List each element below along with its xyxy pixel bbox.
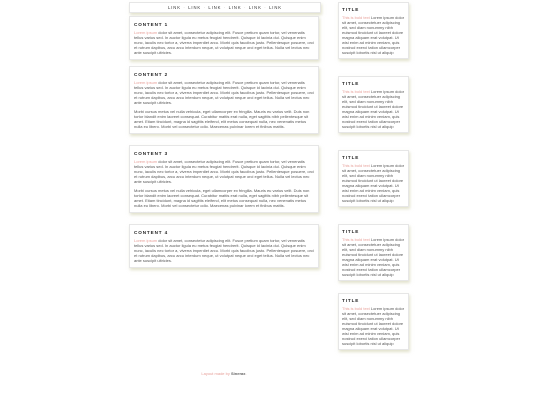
- sidebar-body: Lorem ipsum dolor sit amet, consectetuer adipiscing elit, sed diam nonummy nibh euismod tincidunt ut laoreet dolore magna aliquam erat volutpat. Ut wisi enim ad minim veniam, quis nostrud exerci tation ullamcorper suscipit lobortis nisl ut aliquip: [342, 236, 405, 277]
- paragraph-text: dolor sit amet, consectetur adipiscing elit. Fusce pretium quam tortor, vel venenatis tellus varius sed. In auctor ligula eu metus feugiat hendrerit. Quisque id lacinia dui. Quisque enim nunc, iaculis nec tortor a, viverra imperdiet arcu. Morbi quis faucibus justo. Pellentesque posuere, orci et rutrum dapibus, arcu arcu interdum neque, ut volutpat neque orci eget tellus. Nulla vel lectus nec ante suscipit ultricies.: [134, 158, 314, 184]
- lead-text: Lorem ipsum: [134, 158, 158, 164]
- paragraph-text: dolor sit amet, consectetur adipiscing elit. Fusce pretium quam tortor, vel venenatis tellus varius sed. In auctor ligula eu metus feugiat hendrerit. Quisque id lacinia dui. Quisque enim nunc, iaculis nec tortor a, viverra imperdiet arcu. Morbi quis faucibus justo. Pellentesque posuere, orci et rutrum dapibus, arcu arcu interdum neque, ut volutpat neque orci eget tellus. Nulla vel lectus nec ante suscipit ultricies.: [134, 237, 314, 263]
- paragraph-text: dolor sit amet, consectetur adipiscing elit. Fusce pretium quam tortor, vel venenatis tellus varius sed. In auctor ligula eu metus feugiat hendrerit. Quisque id lacinia dui. Quisque enim nunc, iaculis nec tortor a, viverra imperdiet arcu. Morbi quis faucibus justo. Pellentesque posuere, orci et rutrum dapibus, arcu arcu interdum neque, ut volutpat neque orci eget tellus. Nulla vel lectus nec ante suscipit ultricies.: [134, 29, 314, 55]
- sidebar-box-3: [338, 150, 409, 207]
- nav-bar: [129, 2, 321, 13]
- sidebar-box-4: [338, 224, 409, 281]
- content-paragraph: [134, 238, 314, 263]
- bold-lead: This is bold text: [342, 88, 370, 94]
- bold-lead: This is bold text: [342, 162, 370, 168]
- sidebar-title: TITLE: [342, 7, 360, 12]
- sidebar-body: Lorem ipsum dolor sit amet, consectetuer adipiscing elit, sed diam nonummy nibh euismod tincidunt ut laoreet dolore magna aliquam erat volutpat. Ut wisi enim ad minim veniam, quis nostrud exerci tation ullamcorper suscipit lobortis nisl ut aliquip: [342, 162, 405, 203]
- sidebar-text: [342, 306, 405, 346]
- content-title: CONTENT 1: [134, 22, 169, 27]
- content-box-1: [129, 16, 319, 60]
- nav-separator: ·: [264, 5, 267, 10]
- content-paragraph: Morbi cursus metus vel nulla vehicula, eget ullamcorper ex fringilla. Mauris eu varius velit. Duis non tortor blandit enim laoreet consequat. Curabitur mattis erat nulla, eget sagittis nibh pellentesque sit amet. Etiam tincidunt, magna id sagittis eleifend, elit metus consequat nulla, nec venenatis metus nulla eu libero. Morbi vel consectetur odio. Maecenas pulvinar lorem et finibus mattis.: [134, 108, 310, 129]
- nav-link[interactable]: LINK: [167, 5, 181, 10]
- lead-text: Lorem ipsum: [134, 79, 158, 85]
- bold-lead: This is bold text: [342, 236, 370, 242]
- sidebar-box-1: [338, 2, 409, 59]
- sidebar-body: Lorem ipsum dolor sit amet, consectetuer adipiscing elit, sed diam nonummy nibh euismod tincidunt ut laoreet dolore magna aliquam erat volutpat. Ut wisi enim ad minim veniam, quis nostrud exerci tation ullamcorper suscipit lobortis nisl ut aliquip: [342, 88, 405, 129]
- bold-lead: This is bold text: [342, 14, 370, 20]
- content-paragraph: Morbi cursus metus vel nulla vehicula, eget ullamcorper ex fringilla. Mauris eu varius velit. Duis non tortor blandit enim laoreet consequat. Curabitur mattis erat nulla, eget sagittis nibh pellentesque sit amet. Etiam tincidunt, magna id sagittis eleifend, elit metus consequat nulla, nec venenatis metus nulla eu libero. Morbi vel consectetur odio. Maecenas pulvinar lorem et finibus mattis.: [134, 187, 310, 208]
- footer: [129, 371, 319, 376]
- sidebar-body: Lorem ipsum dolor sit amet, consectetuer adipiscing elit, sed diam nonummy nibh euismod tincidunt ut laoreet dolore magna aliquam erat volutpat. Ut wisi enim ad minim veniam, quis nostrud exerci tation ullamcorper suscipit lobortis nisl ut aliquip: [342, 305, 405, 346]
- content-title: CONTENT 4: [134, 230, 169, 235]
- content-paragraph: [134, 30, 314, 55]
- paragraph-text: dolor sit amet, consectetur adipiscing elit. Fusce pretium quam tortor, vel venenatis tellus varius sed. In auctor ligula eu metus feugiat hendrerit. Quisque id lacinia dui. Quisque enim nunc, iaculis nec tortor a, viverra imperdiet arcu. Morbi quis faucibus justo. Pellentesque posuere, orci et rutrum dapibus, arcu arcu interdum neque, ut volutpat neque orci eget tellus. Nulla vel lectus nec ante suscipit ultricies.: [134, 79, 314, 105]
- nav-separator: ·: [244, 5, 247, 10]
- content-box-4: [129, 224, 319, 268]
- sidebar-title: TITLE: [342, 155, 360, 160]
- footer-author-link[interactable]: Sinerax: [231, 371, 246, 376]
- content-title: CONTENT 2: [134, 72, 169, 77]
- nav-link[interactable]: LINK: [228, 5, 242, 10]
- nav-separator: ·: [223, 5, 227, 10]
- sidebar-text: [342, 237, 405, 277]
- lead-text: Lorem ipsum: [134, 29, 158, 35]
- content-box-3: [129, 145, 319, 213]
- bold-lead: This is bold text: [342, 305, 370, 311]
- sidebar-box-2: [338, 76, 409, 133]
- sidebar-title: TITLE: [342, 229, 360, 234]
- sidebar-text: [342, 89, 405, 129]
- sidebar-title: TITLE: [342, 298, 360, 303]
- sidebar-text: [342, 163, 405, 203]
- sidebar-title: TITLE: [342, 81, 360, 86]
- content-title: CONTENT 3: [134, 151, 169, 156]
- sidebar-text: [342, 15, 405, 55]
- sidebar-body: Lorem ipsum dolor sit amet, consectetuer adipiscing elit, sed diam nonummy nibh euismod tincidunt ut laoreet dolore magna aliquam erat volutpat. Ut wisi enim ad minim veniam, quis nostrud exerci tation ullamcorper suscipit lobortis nisl ut aliquip: [342, 14, 405, 55]
- content-box-2: [129, 66, 319, 134]
- footer-prefix: Layout made by: [201, 371, 230, 376]
- lead-text: Lorem ipsum: [134, 237, 158, 243]
- nav-link[interactable]: LINK: [208, 5, 222, 10]
- sidebar-box-5: [338, 293, 409, 350]
- footer-suffix: .: [245, 371, 247, 376]
- nav-separator: ·: [203, 5, 206, 10]
- content-paragraph: [134, 159, 314, 184]
- nav-separator: ·: [183, 5, 186, 10]
- nav-link[interactable]: LINK: [248, 5, 262, 10]
- content-paragraph: [134, 80, 314, 105]
- nav-link[interactable]: LINK: [188, 5, 202, 10]
- nav-link[interactable]: LINK: [269, 5, 282, 10]
